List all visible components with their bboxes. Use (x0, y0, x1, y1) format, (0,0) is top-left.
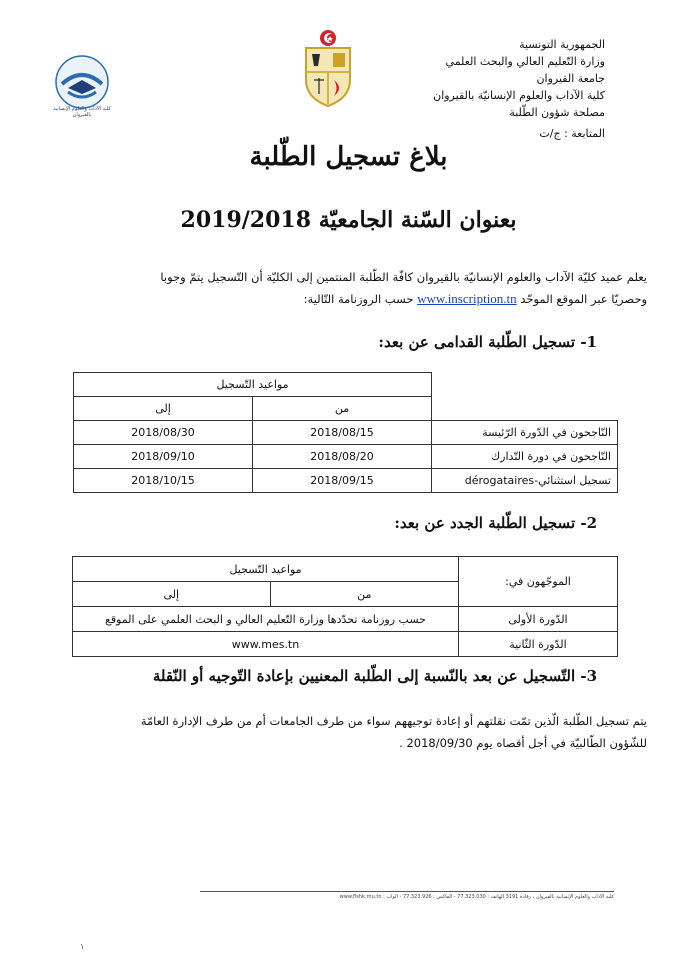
row-label: النّاجحون في الدّورة الرّئيسة (432, 421, 618, 445)
footer-divider (200, 891, 614, 892)
page-subtitle: بعنوان السّنة الجامعيّة 2019/2018 (180, 207, 517, 233)
schedule-header: مواعيد التّسجيل (73, 557, 459, 582)
schedule-header: مواعيد التّسجيل (74, 373, 432, 397)
header-line: وزارة التّعليم العالي والبحث العلمي (445, 55, 605, 68)
returning-students-table (73, 372, 618, 493)
date-from: 2018/09/15 (253, 469, 432, 493)
follow-reference: المتابعة : ج/ت (539, 127, 605, 140)
faculty-logo-icon (54, 54, 110, 110)
date-to: 2018/09/10 (74, 445, 253, 469)
date-from: 2018/08/15 (253, 421, 432, 445)
header-line: الجمهورية التونسية (519, 38, 605, 51)
col-to-header: إلى (73, 582, 271, 607)
table-corner (432, 373, 618, 421)
inscription-link[interactable]: www.inscription.tn (417, 291, 517, 306)
logo-caption: كلية الآداب والعلوم الإنسانية بالقيروان (53, 106, 111, 118)
section-3-heading: 3- التّسجيل عن بعد بالنّسبة إلى الطّلبة المعنيين بإعادة التّوجيه أو النّقلة (152, 667, 597, 685)
table-row (73, 632, 618, 657)
section-3-line-1: يتم تسجيل الطّلبة الّذين تمّت نقلتهم أو إعادة توجيههم سواء من طرف الجامعات أم من طرف الإدارة العامّة (140, 714, 647, 728)
intro-line-1: يعلم عميد كليّة الآداب والعلوم الإنسانيّة بالقيروان كافّة الطّلبة المنتمين إلى الكليّة أن التّسجيل يتمّ وجوبا (160, 270, 647, 284)
intro-line-2-start: وحصريّا عبر الموقع الموحّد (520, 292, 647, 306)
row-label: الدّورة الثّانية (459, 632, 618, 657)
date-to: 2018/08/30 (74, 421, 253, 445)
table-row (74, 469, 618, 493)
intro-line-2-end: حسب الروزنامة التّالية: (303, 292, 414, 306)
row-label: تسجيل استثنائي-dérogataires (432, 469, 618, 493)
row-label: النّاجحون في دورة التّدارك (432, 445, 618, 469)
col-from-header: من (270, 582, 458, 607)
row-label: الدّورة الأولى (459, 607, 618, 632)
new-students-table (72, 556, 618, 657)
schedule-note: حسب روزنامة تحدّدها وزارة التّعليم العالي و البحث العلمي على الموقع (73, 607, 459, 632)
section-2-heading: 2- تسجيل الطّلبة الجدد عن بعد: (394, 514, 597, 532)
table-row (74, 421, 618, 445)
footer-contact: كلية الآداب والعلوم الإنسانية بالقيروان ، رقادة 3191 الهاتف : 77.323.030 - الفاكس : 77.323.926 - الواب : www.flshk.rnu.tn (339, 894, 614, 900)
table-row (73, 607, 618, 632)
section-3-line-2: للشّؤون الطّالبيّة في أجل أقصاه يوم 2018/09/30 . (399, 736, 647, 750)
tunisia-emblem-icon (300, 28, 356, 110)
header-line: مصلحة شؤون الطّلبة (509, 106, 605, 119)
date-to: 2018/10/15 (74, 469, 253, 493)
header-line: جامعة القيروان (536, 72, 605, 85)
header-line: كلية الآداب والعلوم الإنسانيّة بالقيروان (433, 89, 605, 102)
section-1-heading: 1- تسجيل الطّلبة القدامى عن بعد: (378, 333, 597, 351)
intro-paragraph (47, 266, 647, 310)
col-to-header: إلى (74, 397, 253, 421)
date-from: 2018/08/20 (253, 445, 432, 469)
ministry-site: www.mes.tn (73, 632, 459, 657)
page-title: بلاغ تسجيل الطّلبة (249, 142, 448, 172)
intro-line-2 (47, 288, 647, 310)
letterhead (345, 36, 605, 142)
target-header: الموجّهون في: (459, 557, 618, 607)
table-row (74, 445, 618, 469)
col-from-header: من (253, 397, 432, 421)
section-3-paragraph (47, 710, 647, 754)
page-number: ١ (80, 942, 85, 951)
